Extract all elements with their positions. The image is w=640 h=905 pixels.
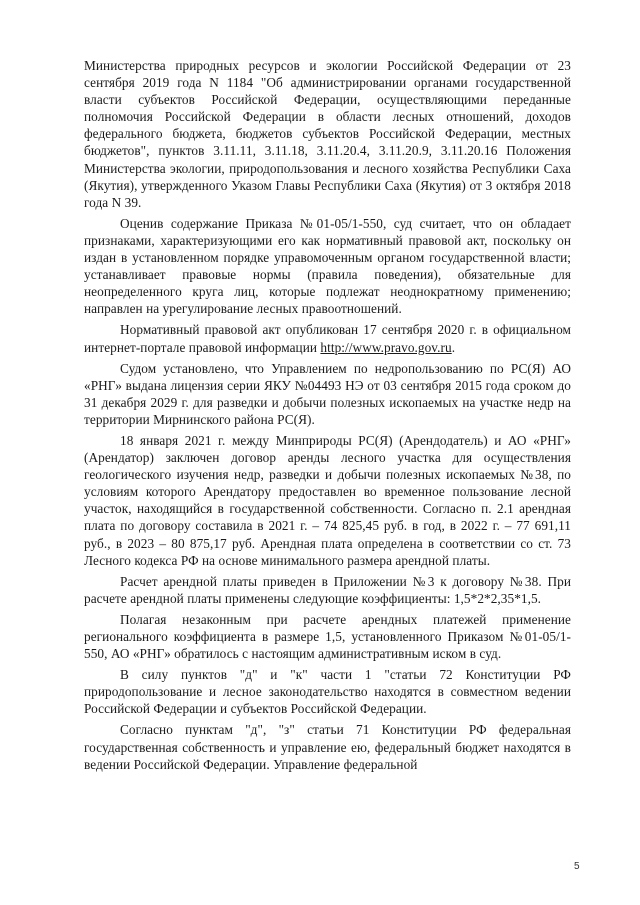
pravo-link[interactable]: http://www.pravo.gov.ru — [320, 339, 452, 355]
publication-text-end: . — [451, 339, 456, 355]
paragraph-rent-calculation: Расчет арендной платы приведен в Приложении №3 к договору №38. При расчете арендной платы применены следующие коэффициенты: 1,5*2*2,35*1,5. — [84, 573, 571, 606]
publication-text: Нормативный правовой акт опубликован 17 сентября 2020 г. в официальном интернет-портале правовой информации — [84, 322, 571, 355]
paragraph-claim: Полагая незаконным при расчете арендных платежей применение регионального коэффициента в размере 1,5, установленного Приказом №01-05/1-550, АО «РНГ» обратилось с настоящим административным иском в суд. — [84, 611, 571, 662]
paragraph-publication — [84, 321, 571, 355]
paragraph-lease-agreement: 18 января 2021 г. между Минприроды РС(Я) (Арендодатель) и АО «РНГ» (Арендатор) заключен договор аренды лесного участка для осуществления геологического изучения недр, разведки и добычи полезных ископаемых №38, по условиям которого Арендатору предоставлен во временное пользование лесной участок, находящийся в государственной собственности. Согласно п. 2.1 арендная плата по договору составила в 2021 г. – 74 825,45 руб. в год, в 2022 г. – 77 691,11 руб., в 2023 – 80 875,17 руб. Арендная плата определена в соответствии со ст. 73 Лесного кодекса РФ на основе минимального размера арендной платы. — [84, 432, 571, 568]
paragraph-federal-jurisdiction: Согласно пунктам "д", "з" статьи 71 Конституции РФ федеральная государственная собственность и управление ею, федеральный бюджет находятся в ведении Российской Федерации. Управление федеральной — [84, 722, 571, 772]
paragraph-continuation: Министерства природных ресурсов и экологии Российской Федерации от 23 сентября 2019 года N 1184 "Об администрировании органами государственной власти субъектов Российской Федерации, осуществляющими переданные полномочия Российской Федерации в области лесных отношений, доходов федерального бюджета, бюджетов субъектов Российской Федерации, местных бюджетов", пунктов 3.11.11, 3.11.18, 3.11.20.4, 3.11.20.9, 3.11.20.16 Положения Министерства экологии, природопользования и лесного хозяйства Республики Саха (Якутия), утвержденного Указом Главы Республики Саха (Якутия) от 3 октября 2018 года N 39. — [84, 58, 571, 210]
paragraph-license: Судом установлено, что Управлением по недропользованию по РС(Я) АО «РНГ» выдана лицензия серии ЯКУ №04493 НЭ от 03 сентября 2015 года сроком до 31 декабря 2029 г. для разведки и добычи полезных ископаемых на участке недр на территории Мирнинского района РС(Я). — [84, 360, 571, 427]
page-number: 5 — [574, 861, 580, 872]
paragraph-joint-jurisdiction: В силу пунктов "д" и "к" части 1 "статьи 72 Конституции РФ природопользование и лесное законодательство находятся в совместном ведении Российской Федерации и субъектов Российской Федерации. — [84, 667, 571, 717]
document-body — [84, 57, 571, 773]
paragraph-assessment: Оценив содержание Приказа №01-05/1-550, суд считает, что он обладает признаками, характеризующими его как нормативный правовой акт, поскольку он издан в установленном порядке управомоченным органом государственной власти; устанавливает правовые нормы (правила поведения), обязательные для неопределенного круга лиц, которые подлежат неоднократному применению; направлен на урегулирование лесных правоотношений. — [84, 215, 571, 317]
